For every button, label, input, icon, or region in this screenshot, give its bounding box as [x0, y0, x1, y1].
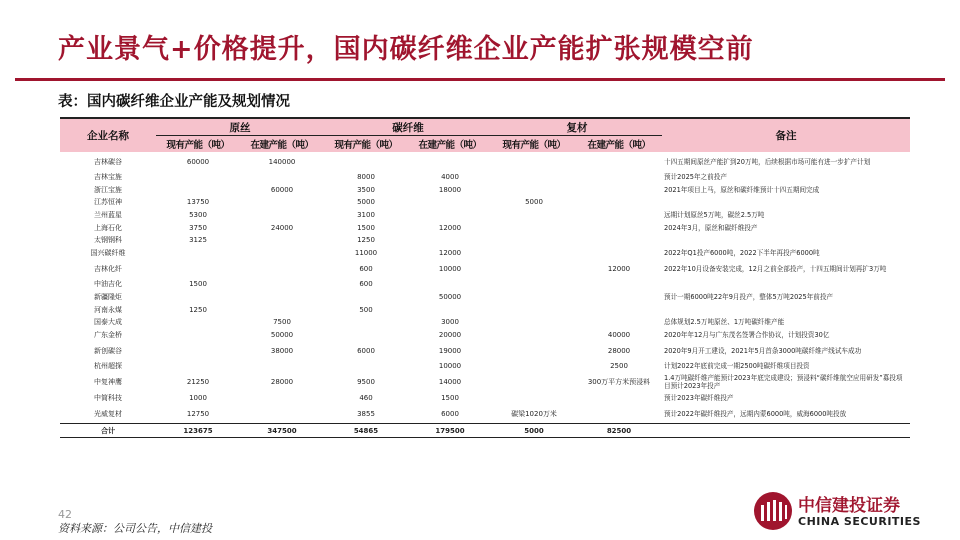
logo-text-en: CHINA SECURITIES — [798, 515, 921, 528]
company-name-cell: 光威复材 — [94, 409, 122, 418]
capacity-cell: 12000 — [607, 264, 631, 273]
capacity-cell — [576, 291, 662, 304]
total-cell: 54865 — [324, 424, 408, 438]
capacity-cell — [240, 392, 324, 405]
note-cell — [662, 278, 910, 291]
capacity-cell: 2500 — [610, 362, 628, 371]
capacity-cell — [240, 196, 324, 209]
table-row — [60, 303, 910, 316]
capacity-cell: 9500 — [357, 378, 375, 387]
capacity-cell: 12750 — [186, 409, 210, 418]
company-logo — [752, 488, 952, 538]
table-row — [60, 360, 910, 373]
capacity-table-wrapper — [60, 117, 910, 438]
total-cell: 347500 — [240, 424, 324, 438]
capacity-cell — [408, 278, 492, 291]
capacity-cell: 19000 — [438, 346, 462, 355]
table-row — [60, 152, 910, 171]
company-name-cell: 杭州超探 — [94, 362, 122, 371]
capacity-cell — [492, 291, 576, 304]
capacity-cell — [240, 291, 324, 304]
total-cell: 179500 — [408, 424, 492, 438]
company-name-cell: 吉林碳谷 — [94, 157, 122, 166]
capacity-cell: 460 — [359, 394, 373, 403]
capacity-cell: 3750 — [189, 223, 207, 232]
capacity-cell — [156, 247, 240, 260]
capacity-cell: 5000 — [357, 198, 375, 207]
capacity-cell: 1500 — [189, 280, 207, 289]
capacity-cell — [156, 316, 240, 329]
capacity-cell — [492, 303, 576, 316]
capacity-cell — [240, 278, 324, 291]
note-cell: 2022年Q1投产6000吨，2022下半年再投产6000吨 — [664, 248, 820, 257]
header-sub: 现有产能（吨） — [492, 136, 576, 153]
capacity-cell: 3500 — [357, 185, 375, 194]
total-label: 合计 — [60, 424, 156, 438]
capacity-cell — [408, 303, 492, 316]
capacity-cell — [156, 360, 240, 373]
capacity-cell: 10000 — [438, 264, 462, 273]
capacity-cell: 5300 — [189, 211, 207, 220]
total-cell: 123675 — [156, 424, 240, 438]
capacity-cell: 5000 — [525, 198, 543, 207]
note-cell: 远期计划原丝5万吨，碳丝2.5万吨 — [664, 211, 765, 220]
capacity-cell: 1000 — [189, 394, 207, 403]
table-row — [60, 171, 910, 184]
capacity-cell: 40000 — [607, 330, 631, 339]
table-row — [60, 291, 910, 304]
capacity-cell — [492, 152, 576, 171]
capacity-cell — [240, 259, 324, 278]
header-sub: 在建产能（吨） — [240, 136, 324, 153]
table-row — [60, 196, 910, 209]
table-row — [60, 209, 910, 222]
capacity-cell — [324, 316, 408, 329]
capacity-cell — [492, 247, 576, 260]
note-cell: 2020年年12月与广东茂名签署合作协议，计划投资30亿 — [664, 330, 830, 339]
capacity-cell — [492, 278, 576, 291]
capacity-cell — [324, 329, 408, 342]
company-name-cell: 国泰大成 — [94, 318, 122, 327]
capacity-cell — [156, 329, 240, 342]
capacity-cell: 4000 — [441, 173, 459, 182]
capacity-cell — [492, 341, 576, 360]
capacity-cell — [240, 247, 324, 260]
total-cell: 5000 — [492, 424, 576, 438]
company-name-cell: 浙江宝旌 — [94, 185, 122, 194]
table-body — [60, 152, 910, 438]
header-group-precursor: 原丝 — [156, 119, 324, 136]
table-row — [60, 184, 910, 197]
company-name-cell: 上海石化 — [94, 223, 122, 232]
note-cell: 预计2023年碳纤维投产 — [664, 394, 734, 403]
capacity-cell — [492, 392, 576, 405]
page-number: 42 — [58, 508, 72, 521]
capacity-cell: 碳梁1020万米 — [511, 409, 557, 418]
capacity-cell — [240, 171, 324, 184]
capacity-cell — [156, 171, 240, 184]
source-note: 资料来源：公司公告，中信建投 — [58, 522, 212, 535]
note-cell: 总体规划2.5万吨原丝、1万吨碳纤维产能 — [664, 318, 785, 327]
capacity-cell: 50000 — [438, 293, 462, 302]
capacity-cell — [576, 184, 662, 197]
capacity-cell — [576, 221, 662, 234]
capacity-cell — [576, 234, 662, 247]
capacity-cell — [324, 360, 408, 373]
capacity-cell: 3125 — [189, 236, 207, 245]
capacity-cell: 600 — [359, 280, 373, 289]
capacity-cell — [576, 404, 662, 424]
note-cell: 预计一期6000吨22年9月投产，整体5万吨2025年前投产 — [664, 293, 834, 302]
capacity-cell: 24000 — [270, 223, 294, 232]
capacity-cell — [576, 152, 662, 171]
logo-mark-icon — [752, 490, 794, 532]
capacity-cell — [240, 360, 324, 373]
table-row — [60, 316, 910, 329]
table-row — [60, 234, 910, 247]
capacity-cell: 140000 — [268, 157, 296, 166]
capacity-cell — [492, 329, 576, 342]
capacity-cell — [324, 152, 408, 171]
note-cell: 十四五期间原丝产能扩到20万吨，后续根据市场可能有进一步扩产计划 — [664, 157, 871, 166]
slide-title: 产业景气+价格提升，国内碳纤维企业产能扩张规模空前 — [58, 34, 754, 65]
capacity-cell — [492, 221, 576, 234]
header-company: 企业名称 — [60, 119, 156, 152]
capacity-cell — [240, 404, 324, 424]
header-sub: 现有产能（吨） — [324, 136, 408, 153]
header-group-carbon-fiber: 碳纤维 — [324, 119, 492, 136]
table-row — [60, 341, 910, 360]
capacity-cell: 1500 — [441, 394, 459, 403]
capacity-cell — [492, 316, 576, 329]
capacity-cell: 28000 — [270, 378, 294, 387]
capacity-cell: 3000 — [441, 318, 459, 327]
company-name-cell: 兰州蓝星 — [94, 211, 122, 220]
capacity-cell: 300万平方米预浸料 — [587, 378, 651, 387]
note-cell: 预计2025年之前投产 — [664, 173, 727, 182]
note-cell: 1.4万吨碳纤维产能预计2023年底完成建设；预浸料“碳纤维航空应用研发”募投项目预计2023年投产 — [664, 374, 903, 391]
capacity-cell — [576, 316, 662, 329]
capacity-cell — [576, 392, 662, 405]
table-row — [60, 221, 910, 234]
table-row — [60, 278, 910, 291]
company-name-cell: 吉林宝旌 — [94, 173, 122, 182]
note-cell — [662, 196, 910, 209]
capacity-cell: 21250 — [186, 378, 210, 387]
company-name-cell: 新创碳谷 — [94, 346, 122, 355]
capacity-cell — [576, 278, 662, 291]
table-row — [60, 392, 910, 405]
note-cell — [662, 303, 910, 316]
total-cell: 82500 — [576, 424, 662, 438]
capacity-cell — [240, 209, 324, 222]
capacity-cell: 1250 — [357, 236, 375, 245]
note-cell: 2024年3月，原丝和碳纤维投产 — [664, 223, 758, 232]
company-name-cell: 中油吉化 — [94, 280, 122, 289]
header-sub: 在建产能（吨） — [408, 136, 492, 153]
capacity-cell: 60000 — [186, 157, 210, 166]
capacity-cell — [240, 234, 324, 247]
total-note-cell — [662, 424, 910, 438]
capacity-cell — [492, 360, 576, 373]
company-name-cell: 国兴碳纤维 — [90, 248, 126, 257]
company-name-cell: 太钢钢科 — [94, 236, 122, 245]
capacity-cell — [408, 152, 492, 171]
company-name-cell: 中复神鹰 — [94, 378, 122, 387]
capacity-cell: 14000 — [438, 378, 462, 387]
capacity-cell: 28000 — [607, 346, 631, 355]
note-cell: 预计2022年碳纤维投产，远期内蒙6000吨，威海6000吨投放 — [664, 409, 847, 418]
company-name-cell: 新疆隆炬 — [94, 293, 122, 302]
table-row — [60, 329, 910, 342]
note-cell: 计划2022年底前完成一期2500吨碳纤维项目投资 — [664, 362, 810, 371]
table-row — [60, 373, 910, 392]
capacity-cell — [492, 234, 576, 247]
capacity-cell — [156, 341, 240, 360]
header-sub: 现有产能（吨） — [156, 136, 240, 153]
capacity-cell — [408, 209, 492, 222]
capacity-cell: 12000 — [438, 248, 462, 257]
capacity-cell: 20000 — [438, 330, 462, 339]
capacity-cell: 6000 — [357, 346, 375, 355]
logo-text-cn: 中信建投证券 — [798, 496, 900, 516]
capacity-cell — [492, 184, 576, 197]
capacity-cell — [492, 259, 576, 278]
capacity-cell — [492, 373, 576, 392]
table-row — [60, 259, 910, 278]
capacity-table — [60, 119, 910, 438]
capacity-cell — [576, 196, 662, 209]
capacity-cell — [576, 171, 662, 184]
capacity-cell: 3100 — [357, 211, 375, 220]
header-sub: 在建产能（吨） — [576, 136, 662, 153]
capacity-cell — [576, 303, 662, 316]
company-name-cell: 江苏恒神 — [94, 198, 122, 207]
capacity-cell: 3855 — [357, 409, 375, 418]
capacity-cell: 6000 — [441, 409, 459, 418]
capacity-cell — [240, 303, 324, 316]
company-name-cell: 吉林化纤 — [94, 264, 122, 273]
table-caption: 表：国内碳纤维企业产能及规划情况 — [58, 94, 290, 110]
header-note: 备注 — [662, 119, 910, 152]
capacity-cell — [156, 291, 240, 304]
company-name-cell: 河南永煤 — [94, 305, 122, 314]
title-divider — [15, 78, 945, 81]
capacity-cell: 7500 — [273, 318, 291, 327]
capacity-cell: 500 — [359, 305, 373, 314]
header-group-composites: 复材 — [492, 119, 662, 136]
table-row — [60, 247, 910, 260]
capacity-cell — [156, 259, 240, 278]
capacity-cell: 13750 — [186, 198, 210, 207]
table-row — [60, 404, 910, 424]
capacity-cell: 600 — [359, 264, 373, 273]
capacity-cell: 10000 — [438, 362, 462, 371]
note-cell — [662, 234, 910, 247]
capacity-cell — [324, 291, 408, 304]
capacity-cell — [408, 196, 492, 209]
note-cell: 2021年项目上马，原丝和碳纤维预计十四五期间完成 — [664, 185, 820, 194]
total-row — [60, 424, 910, 438]
capacity-cell: 18000 — [438, 185, 462, 194]
capacity-cell: 12000 — [438, 223, 462, 232]
capacity-cell — [492, 171, 576, 184]
capacity-cell — [576, 247, 662, 260]
note-cell: 2022年10月设备安装完成，12月之前全部投产，十四五期间计划再扩3万吨 — [664, 264, 887, 273]
capacity-cell: 1250 — [189, 305, 207, 314]
company-name-cell: 中简科技 — [94, 394, 122, 403]
capacity-cell — [156, 184, 240, 197]
capacity-cell: 11000 — [354, 248, 378, 257]
capacity-cell: 8000 — [357, 173, 375, 182]
capacity-cell: 38000 — [270, 346, 294, 355]
capacity-cell: 1500 — [357, 223, 375, 232]
capacity-cell: 60000 — [270, 185, 294, 194]
company-name-cell: 广东金桥 — [94, 330, 122, 339]
capacity-cell — [492, 209, 576, 222]
capacity-cell — [576, 209, 662, 222]
note-cell: 2020年9月开工建设，2021年5月首条3000吨碳纤维产线试车成功 — [664, 346, 862, 355]
capacity-cell: 50000 — [270, 330, 294, 339]
capacity-cell — [408, 234, 492, 247]
